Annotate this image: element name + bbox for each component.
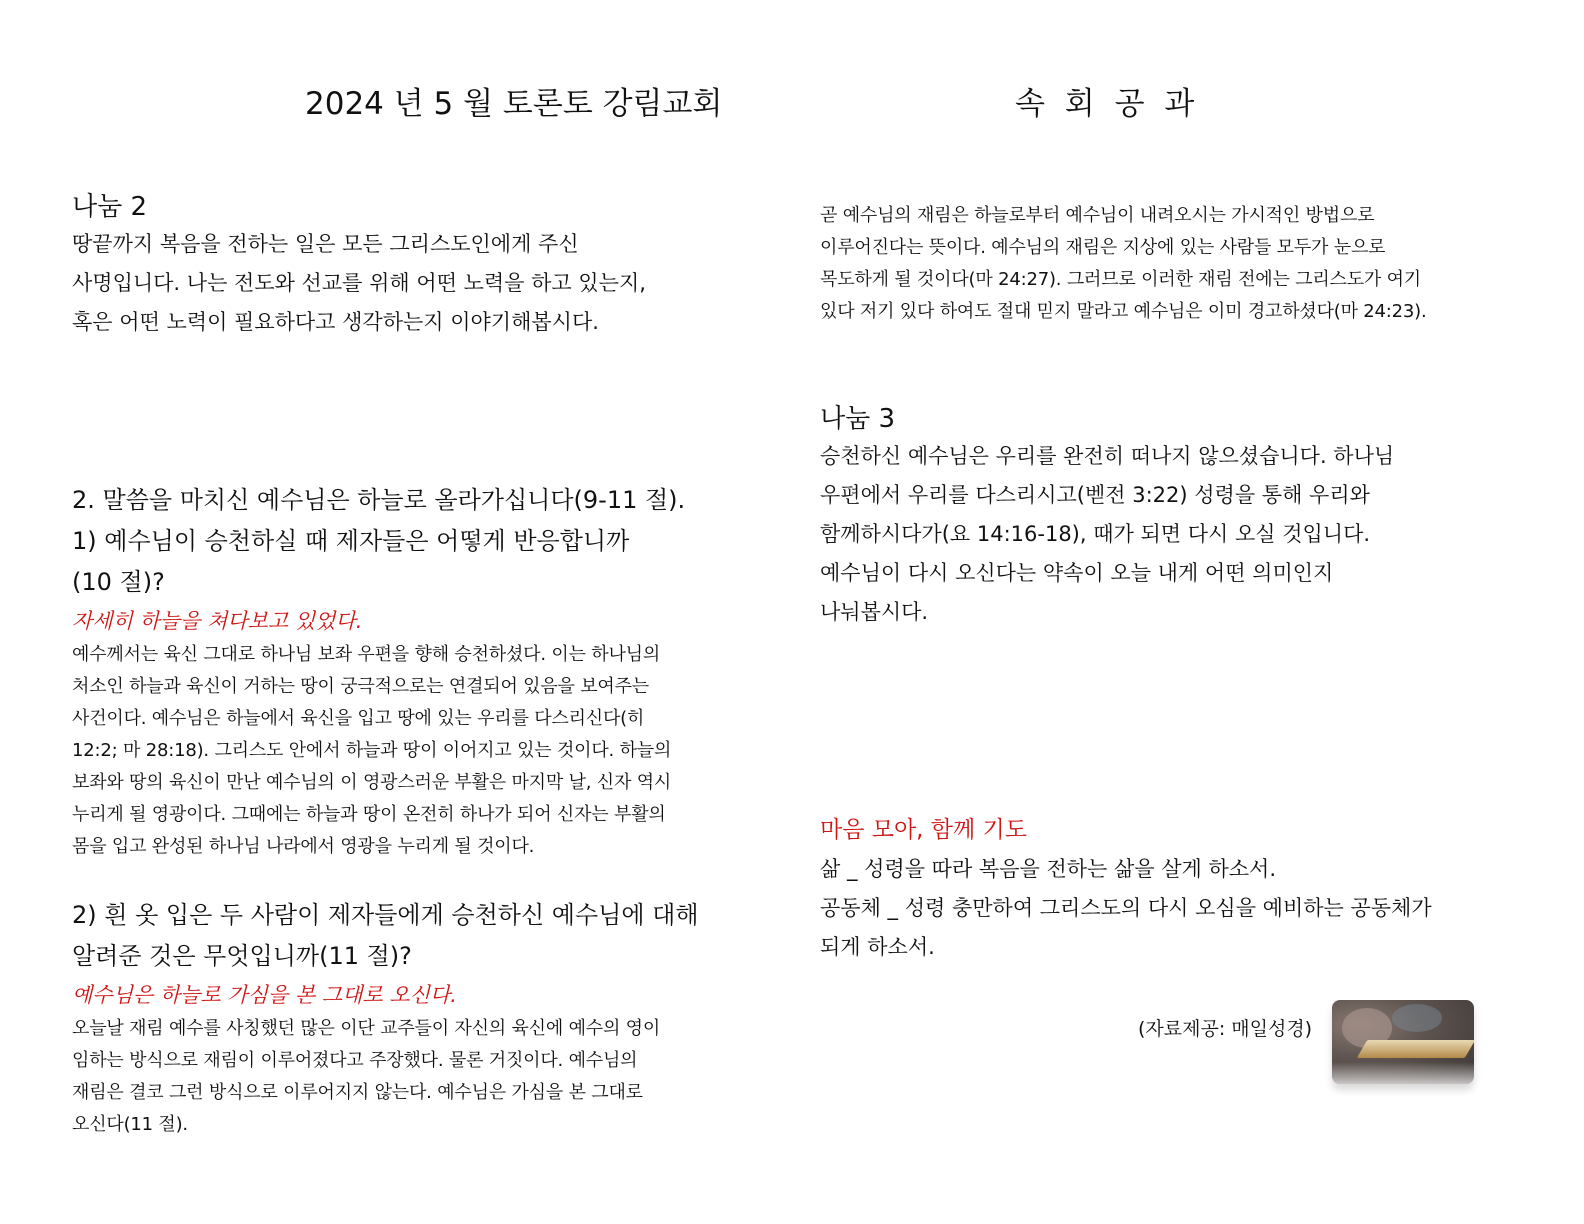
question2-line: 2) 흰 옷 입은 두 사람이 제자들에게 승천하신 예수님에 대해	[72, 901, 699, 929]
question2-explain-line: 오신다(11 절).	[72, 1114, 188, 1135]
share2-line: 혹은 어떤 노력이 필요하다고 생각하는지 이야기해봅시다.	[72, 310, 599, 334]
continued-line: 이루어진다는 뜻이다. 예수님의 재림은 지상에 있는 사람들 모두가 눈으로	[820, 237, 1386, 258]
page-title-right: 속 회 공 과	[1015, 86, 1195, 122]
share3-title: 나눔 3	[820, 404, 896, 434]
question2-explain-line: 임하는 방식으로 재림이 이루어졌다고 주장했다. 물론 거짓이다. 예수님의	[72, 1050, 638, 1071]
bible-photo	[1332, 1000, 1474, 1084]
right-column	[820, 200, 1510, 967]
share3-line: 우편에서 우리를 다스리시고(벧전 3:22) 성령을 통해 우리와	[820, 483, 1370, 507]
photo-reflection	[1332, 1062, 1474, 1084]
share2-line: 사명입니다. 나는 전도와 선교를 위해 어떤 노력을 하고 있는지,	[72, 271, 646, 295]
question2-line: 알려준 것은 무엇입니까(11 절)?	[72, 942, 412, 970]
question1-explain-line: 보좌와 땅의 육신이 만난 예수님의 이 영광스러운 부활은 마지막 날, 신자 역시	[72, 772, 672, 793]
credit-text: (자료제공: 매일성경)	[1138, 1018, 1313, 1040]
open-book-icon	[1357, 1040, 1474, 1058]
prayer-line: 공동체 _ 성령 충만하여 그리스도의 다시 오심을 예비하는 공동체가	[820, 896, 1432, 920]
question1-explain-line: 누리게 될 영광이다. 그때에는 하늘과 땅이 온전히 하나가 되어 신자는 부활의	[72, 804, 666, 825]
question1-explain-line: 12:2; 마 28:18). 그리스도 안에서 하늘과 땅이 이어지고 있는 것이다. 하늘의	[72, 740, 672, 761]
question1-line: 1) 예수님이 승천하실 때 제자들은 어떻게 반응합니까	[72, 527, 630, 555]
continued-line: 목도하게 될 것이다(마 24:27). 그러므로 이러한 재림 전에는 그리스도가 여기	[820, 269, 1421, 290]
share2-title: 나눔 2	[72, 192, 148, 222]
share3-line: 나눠봅시다.	[820, 600, 929, 624]
credit-row	[1138, 1000, 1474, 1084]
prayer-line: 되게 하소서.	[820, 935, 935, 959]
question1-explain-line: 사건이다. 예수님은 하늘에서 육신을 입고 땅에 있는 우리를 다스리신다(히	[72, 708, 645, 729]
question1-explain-line: 예수께서는 육신 그대로 하나님 보좌 우편을 향해 승천하셨다. 이는 하나님의	[72, 644, 661, 665]
question2-answer: 예수님은 하늘로 가심을 본 그대로 오신다.	[72, 983, 457, 1007]
left-column	[72, 186, 752, 1141]
continued-line: 곧 예수님의 재림은 하늘로부터 예수님이 내려오시는 가시적인 방법으로	[820, 205, 1375, 226]
question2-explain-line: 오늘날 재림 예수를 사칭했던 많은 이단 교주들이 자신의 육신에 예수의 영이	[72, 1018, 661, 1039]
question1-answer: 자세히 하늘을 쳐다보고 있었다.	[72, 609, 363, 633]
share3-line: 예수님이 다시 오신다는 약속이 오늘 내게 어떤 의미인지	[820, 561, 1334, 585]
share3-line: 함께하시다가(요 14:16-18), 때가 되면 다시 오실 것입니다.	[820, 522, 1371, 546]
section2-heading: 2. 말씀을 마치신 예수님은 하늘로 올라가십니다(9-11 절).	[72, 486, 686, 514]
continued-line: 있다 저기 있다 하여도 절대 믿지 말라고 예수님은 이미 경고하셨다(마 24:23).	[820, 301, 1427, 322]
prayer-line: 삶 _ 성령을 따라 복음을 전하는 삶을 살게 하소서.	[820, 857, 1277, 881]
question1-line: (10 절)?	[72, 568, 165, 596]
question2-explain-line: 재림은 결코 그런 방식으로 이루어지지 않는다. 예수님은 가심을 본 그대로	[72, 1082, 643, 1103]
share3-line: 승천하신 예수님은 우리를 완전히 떠나지 않으셨습니다. 하나님	[820, 444, 1395, 468]
question1-explain-line: 처소인 하늘과 육신이 거하는 땅이 궁극적으로는 연결되어 있음을 보여주는	[72, 676, 649, 697]
question1-explain-line: 몸을 입고 완성된 하나님 나라에서 영광을 누리게 될 것이다.	[72, 836, 535, 857]
prayer-title: 마음 모아, 함께 기도	[820, 817, 1027, 843]
page-title-left: 2024 년 5 월 토론토 강림교회	[305, 86, 723, 122]
photo-blur	[1392, 1004, 1442, 1032]
share2-line: 땅끝까지 복음을 전하는 일은 모든 그리스도인에게 주신	[72, 232, 579, 256]
